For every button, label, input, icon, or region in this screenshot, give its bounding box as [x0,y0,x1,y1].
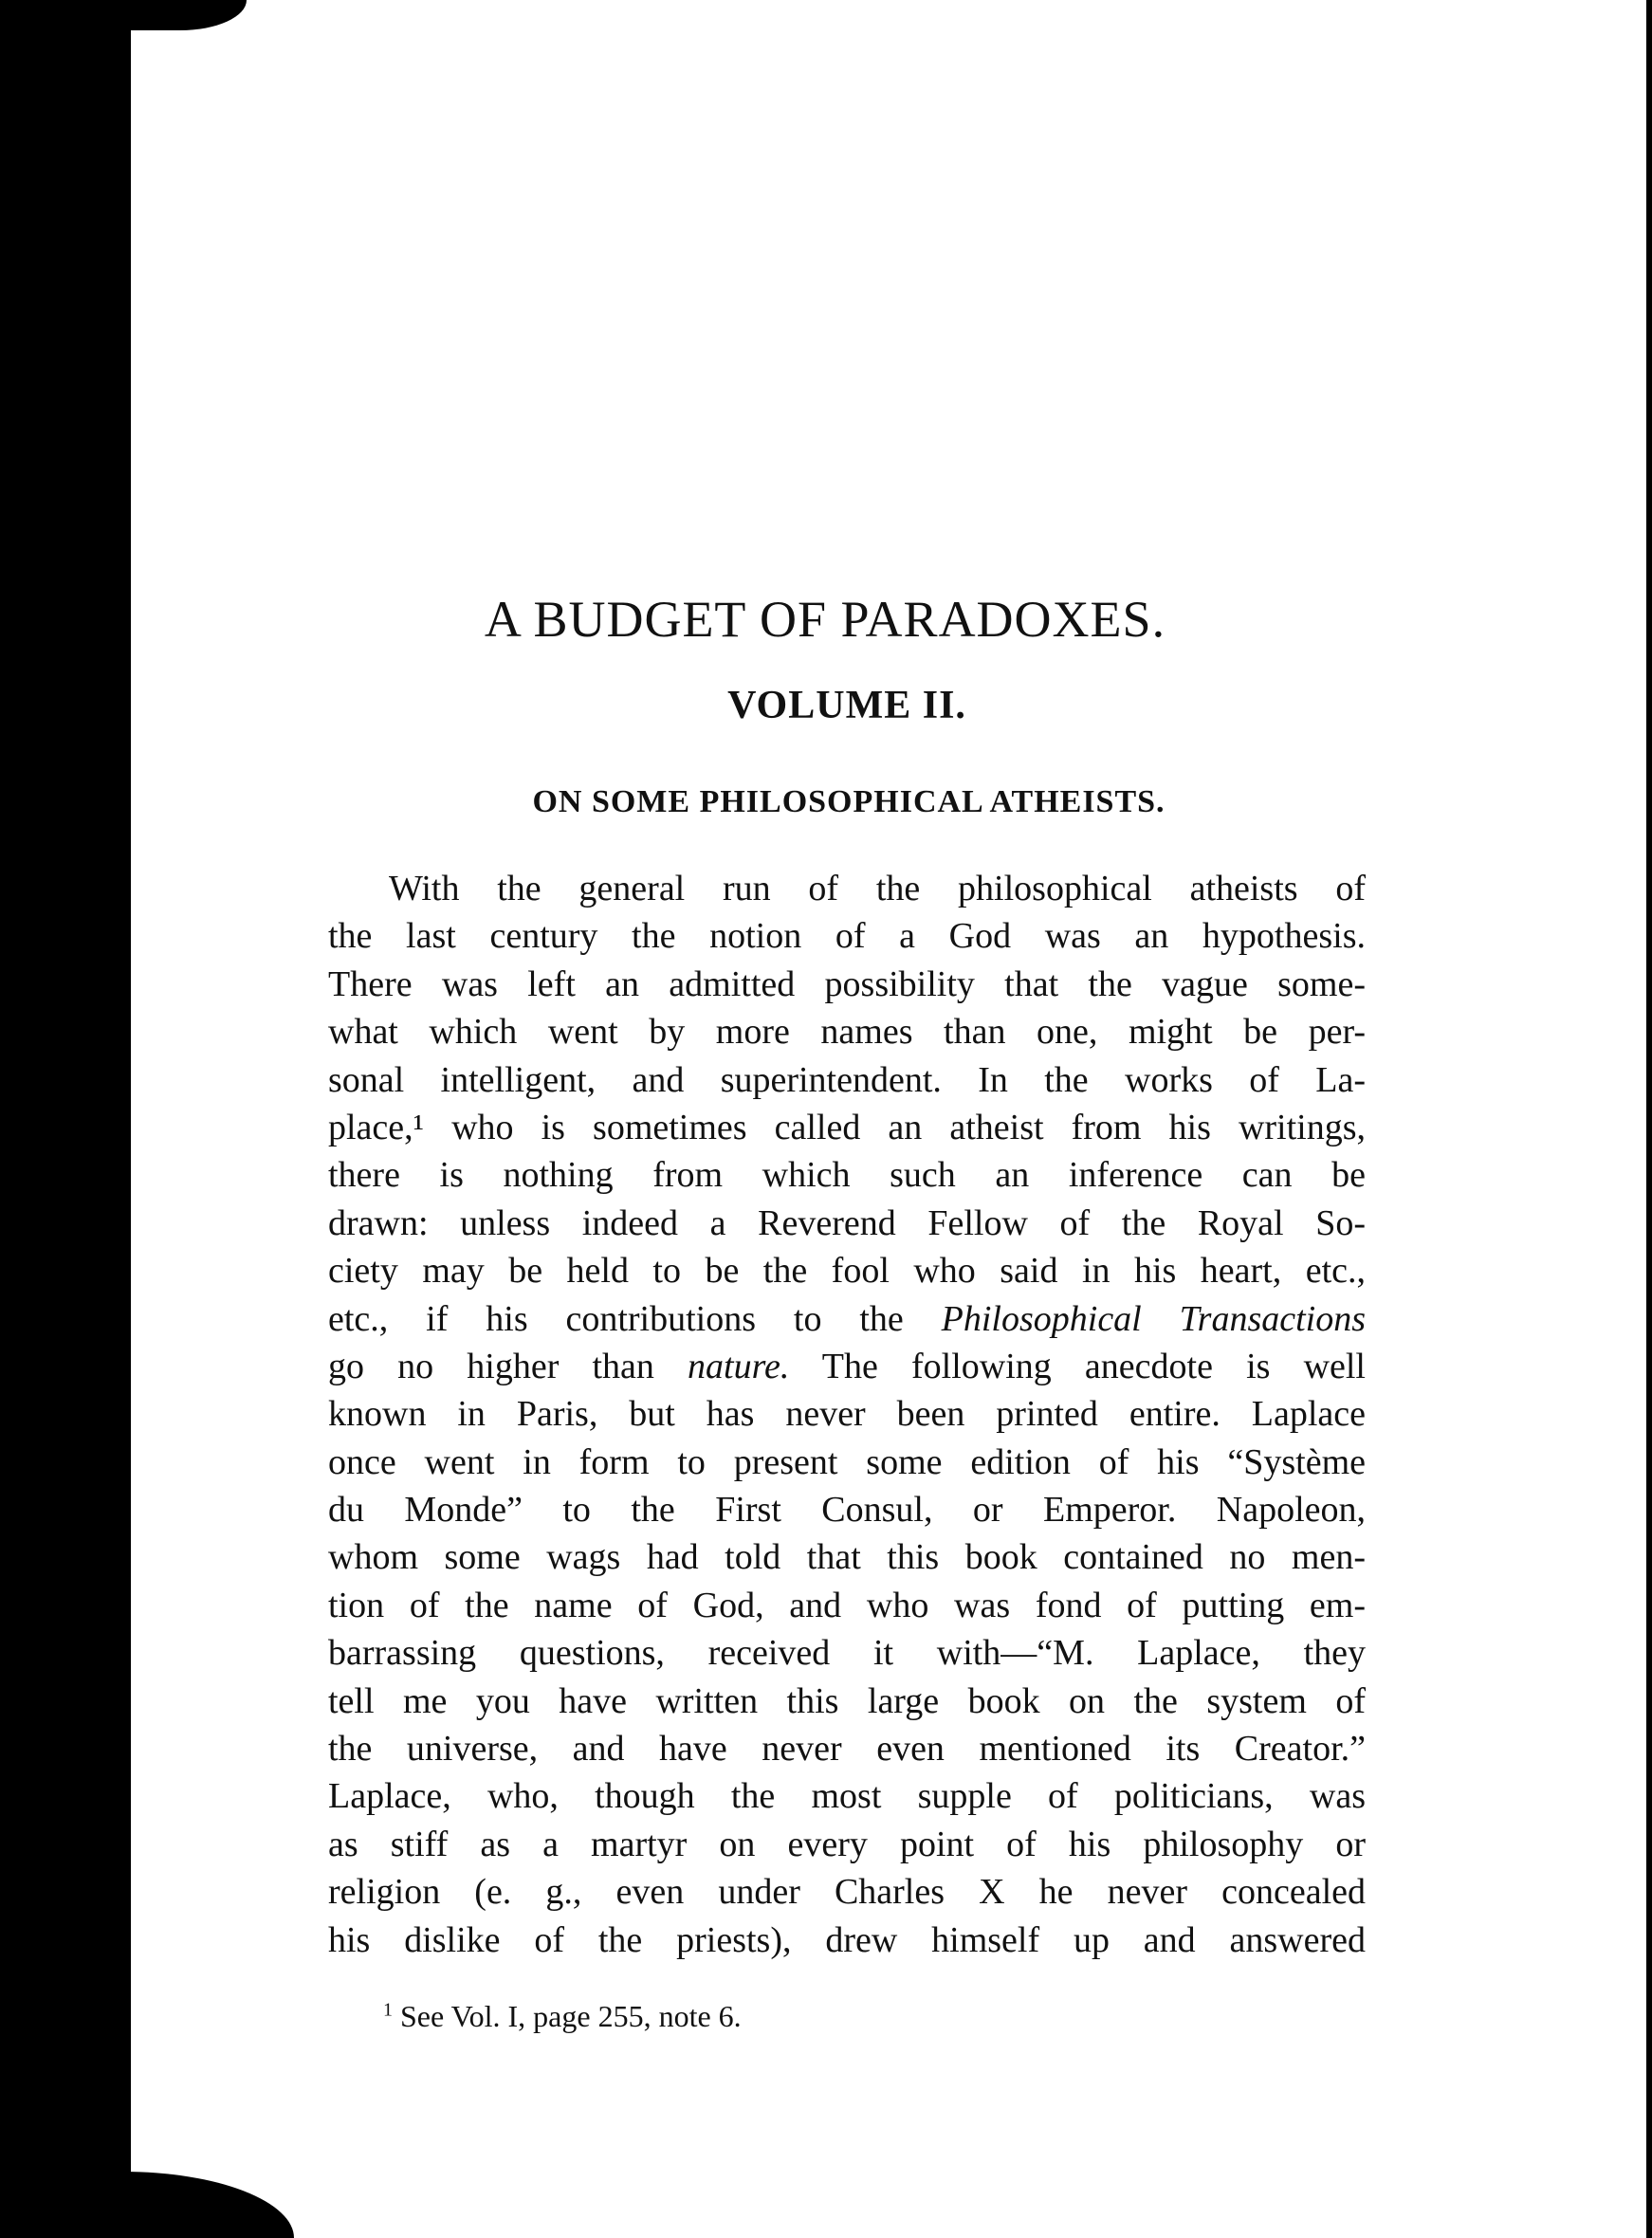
italic-phrase: nature. [688,1346,790,1386]
text-line: whom some wags had told that this book contained no men- [328,1537,1366,1578]
text-line: religion (e. g., even under Charles X he never concealed [328,1872,1366,1913]
scan-edge-left [0,0,131,2238]
text-line: the universe, and have never even mentioned its Creator.” [328,1729,1366,1770]
footnote-marker: 1 [383,1999,393,2021]
text-line: known in Paris, but has never been printed entire. Laplace [328,1394,1366,1435]
text-line: ciety may be held to be the fool who said in his heart, etc., [328,1251,1366,1292]
text-line: once went in form to present some edition of his “Système [328,1441,1366,1482]
text-line: sonal intelligent, and superintendent. In the works of La- [328,1059,1366,1100]
text-line: etc., if his contributions to the Philosophical Transactions [328,1298,1366,1339]
book-title: A BUDGET OF PARADOXES. [484,591,1166,648]
scan-edge-top-corner [95,0,247,30]
text-line: Laplace, who, though the most supple of politicians, was [328,1776,1366,1817]
text-line: place,¹ who is sometimes called an atheist from his writings, [328,1107,1366,1147]
text-line: There was left an admitted possibility that the vague some- [328,963,1366,1004]
footnote-text: See Vol. I, page 255, note 6. [400,1999,742,2033]
text-line: go no higher than nature. The following anecdote is well [328,1346,1366,1386]
text-line: what which went by more names than one, might be per- [328,1012,1366,1053]
text-line: there is nothing from which such an inference can be [328,1155,1366,1196]
text-line: drawn: unless indeed a Reverend Fellow of the Royal So- [328,1202,1366,1243]
text-line: the last century the notion of a God was an hypothesis. [328,916,1366,957]
footnote [383,1999,1237,2034]
body-paragraph [328,865,1366,1964]
scan-edge-right [1646,0,1652,2238]
text-line: With the general run of the philosophical atheists of [389,869,1366,908]
text-line: barrassing questions, received it with—“M. Laplace, they [328,1633,1366,1674]
text-line: his dislike of the priests), drew himself up and answered [328,1919,1366,1960]
volume-heading: VOLUME II. [727,684,966,727]
text-line: as stiff as a martyr on every point of his philosophy or [328,1824,1366,1864]
text-line: du Monde” to the First Consul, or Emperor. Napoleon, [328,1490,1366,1531]
text-line: tell me you have written this large book on the system of [328,1680,1366,1721]
text-line: tion of the name of God, and who was fond of putting em- [328,1585,1366,1625]
scan-edge-bottom-corner [114,2172,294,2238]
section-heading: ON SOME PHILOSOPHICAL ATHEISTS. [532,784,1166,819]
italic-phrase: Philosophical Transactions [941,1298,1366,1339]
